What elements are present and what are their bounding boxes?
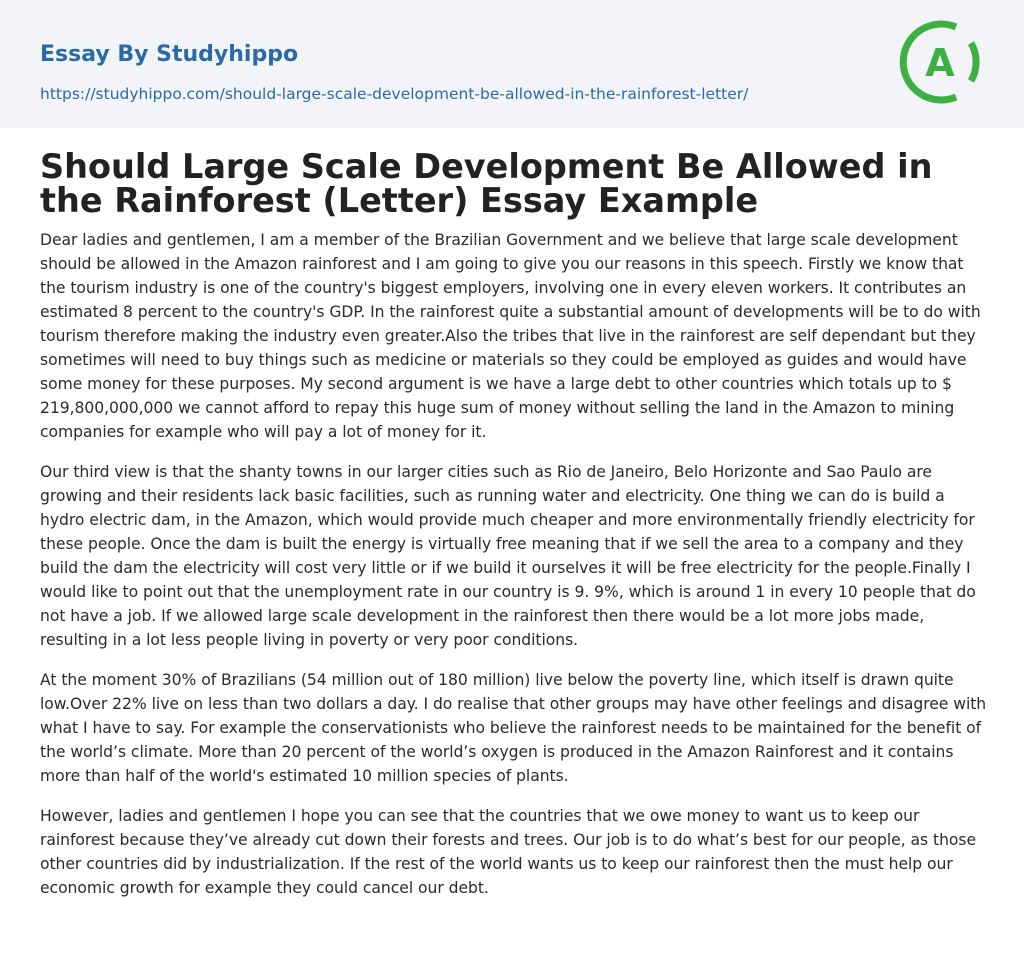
site-header	[0, 0, 1024, 128]
essay-paragraph: However, ladies and gentlemen I hope you can see that the countries that we owe money to want us to keep our rainforest because they’ve already cut down their forests and trees. Our job is to do what’s best for our people, as those other countries did by industrialization. If the rest of the world wants us to keep our rainforest then the must help our economic growth for example they could cancel our debt.	[40, 807, 977, 897]
essay-body	[40, 228, 990, 916]
studyhippo-logo-icon[interactable]	[898, 18, 986, 106]
page-title: Should Large Scale Development Be Allowed in the Rainforest (Letter) Essay Example	[40, 147, 933, 220]
logo-letter: A	[925, 41, 955, 85]
brand-name[interactable]: Essay By Studyhippo	[40, 42, 299, 67]
essay-paragraph: Dear ladies and gentlemen, I am a member of the Brazilian Government and we believe that large scale development should be allowed in the Amazon rainforest and I am going to give you our reasons in this speech. Firstly we know that the tourism industry is one of the country's biggest employers, involving one in every eleven workers. It contributes an estimated 8 percent to the country's GDP. In the rainforest quite a substantial amount of developments will be to do with tourism therefore making the industry even greater.Also the tribes that live in the rainforest are self dependant but they sometimes will need to buy things such as medicine or materials so they could be employed as guides and would have some money for these purposes. My second argument is we have a large debt to other countries which totals up to $ 219,800,000,000 we cannot afford to repay this huge sum of money without selling the land in the Amazon to mining companies for example who will pay a lot of money for it.	[40, 231, 981, 441]
essay-paragraph: At the moment 30% of Brazilians (54 million out of 180 million) live below the poverty line, which itself is drawn quite low.Over 22% live on less than two dollars a day. I do realise that other groups may have other feelings and disagree with what I have to say. For example the conservationists who believe the rainforest needs to be maintained for the benefit of the world’s climate. More than 20 percent of the world’s oxygen is produced in the Amazon Rainforest and it contains more than half of the world's estimated 10 million species of plants.	[40, 671, 987, 785]
essay-paragraph: Our third view is that the shanty towns in our larger cities such as Rio de Janeiro, Belo Horizonte and Sao Paulo are growing and their residents lack basic facilities, such as running water and electricity. One thing we can do is build a hydro electric dam, in the Amazon, which would provide much cheaper and more environmentally friendly electricity for these people. Once the dam is built the energy is virtually free meaning that if we sell the area to a company and they build the dam the electricity will cost very little or if we build it ourselves it will be free electricity for the people.Finally I would like to point out that the unemployment rate in our country is 9. 9%, which is around 1 in every 10 people that do not have a job. If we allowed large scale development in the rainforest then there would be a lot more jobs made, resulting in a lot less people living in poverty or very poor conditions.	[40, 463, 976, 649]
source-url-link[interactable]: https://studyhippo.com/should-large-scale-development-be-allowed-in-the-rainforest-letter/	[40, 85, 749, 103]
